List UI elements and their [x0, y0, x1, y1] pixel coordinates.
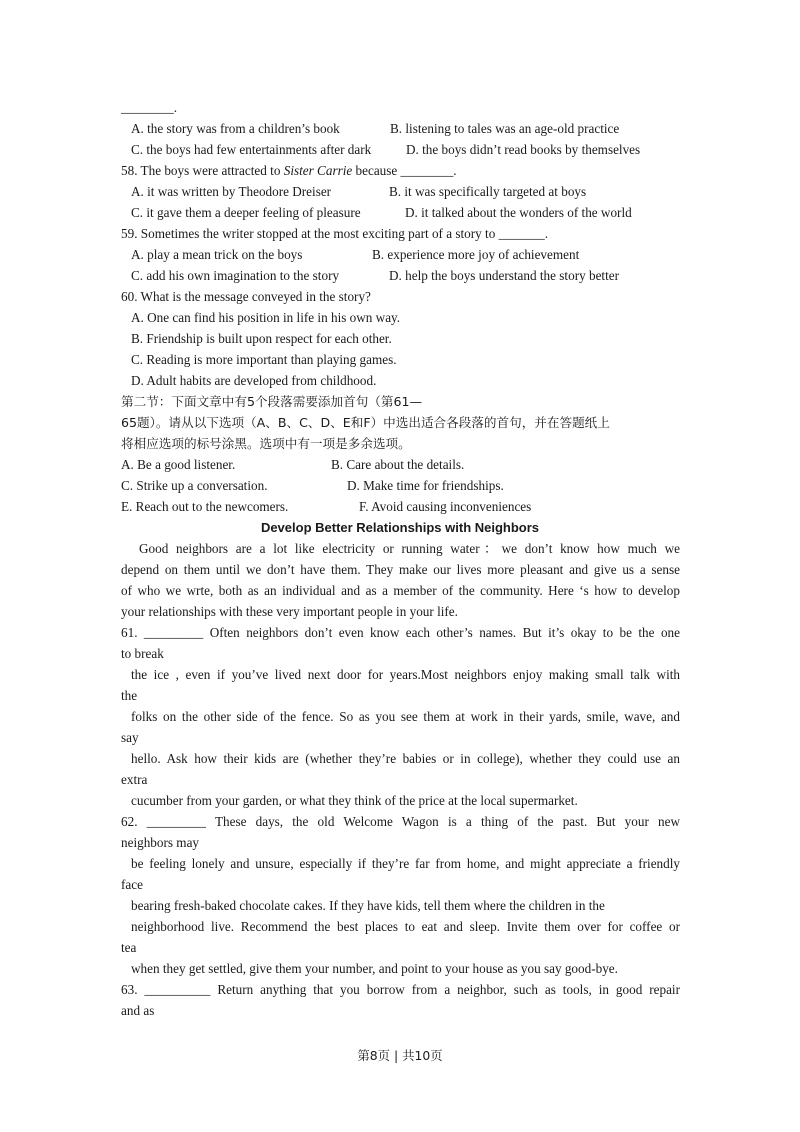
q57-option-d: D. the boys didn’t read books by themselves — [406, 142, 641, 157]
p61-line: 61. _________ Often neighbors don’t even know each other’s names. But it’s okay to be the one — [121, 625, 680, 640]
q58-option-a: A. it was written by Theodore Dreiser — [131, 184, 332, 199]
p61-line: the ice , even if you’ve lived next door for years.Most neighbors enjoy making small talk with — [131, 667, 680, 682]
p61-line: hello. Ask how their kids are (whether they’re babies or in college), whether they could use an — [131, 751, 680, 766]
q57-option-c: C. the boys had few entertainments after dark — [131, 142, 372, 157]
q57-option-a: A. the story was from a children’s book — [131, 121, 340, 136]
section2-line1: 第二节：下面文章中有5个段落需要添加首句（第61— — [121, 394, 423, 409]
p62-line: neighborhood live. Recommend the best places to eat and sleep. Invite them over for coffee or — [131, 919, 680, 934]
p62-line: when they get settled, give them your number, and point to your house as you say good-bye. — [131, 961, 618, 976]
option-e: E. Reach out to the newcomers. — [121, 499, 289, 514]
section2-line2: 65题）。请从以下选项（A、B、C、D、E和F）中选出适合各段落的首句，并在答题纸上 — [121, 415, 610, 430]
option-d: D. Make time for friendships. — [347, 478, 504, 493]
q60-option-d: D. Adult habits are developed from childhood. — [131, 373, 377, 388]
p61-line: the — [121, 688, 138, 703]
intro-line: Good neighbors are a lot like electricity or running water：we don’t know how much we — [139, 541, 680, 556]
page-footer: 第8页 | 共10页 — [357, 1048, 443, 1063]
section2-line3: 将相应选项的标号涂黑。选项中有一项是多余选项。 — [121, 436, 411, 451]
p63-line: 63. __________ Return anything that you borrow from a neighbor, such as tools, in good repair — [121, 982, 680, 997]
intro-line: depend on them until we don’t have them. They make our lives more pleasant and give us a sense — [121, 562, 680, 577]
option-a: A. Be a good listener. — [121, 457, 236, 472]
p61-line: to break — [121, 646, 164, 661]
q58-stem-book-title: Sister Carrie — [283, 163, 353, 178]
q58-option-d: D. it talked about the wonders of the world — [405, 205, 632, 220]
q59-option-a: A. play a mean trick on the boys — [131, 247, 303, 262]
q58-option-c: C. it gave them a deeper feeling of pleasure — [131, 205, 361, 220]
q59-option-d: D. help the boys understand the story better — [389, 268, 619, 283]
passage-title: Develop Better Relationships with Neighbors — [260, 520, 540, 535]
q59-option-c: C. add his own imagination to the story — [131, 268, 340, 283]
option-f: F. Avoid causing inconveniences — [359, 499, 532, 514]
q58-stem-suffix: because ________. — [352, 163, 457, 178]
option-c: C. Strike up a conversation. — [121, 478, 268, 493]
intro-line: of who we wrte, both as an individual and as a member of the community. Here ‘s how to develop — [121, 583, 680, 598]
q57-blank: ________. — [121, 100, 178, 115]
q59-option-b: B. experience more joy of achievement — [372, 247, 580, 262]
p62-line: 62. _________ These days, the old Welcome Wagon is a thing of the past. But your new — [121, 814, 680, 829]
option-b: B. Care about the details. — [331, 457, 465, 472]
p61-line: folks on the other side of the fence. So as you see them at work in their yards, smile, wave, and — [131, 709, 680, 724]
p62-line: tea — [121, 940, 137, 955]
q59-stem-text: 59. Sometimes the writer stopped at the most exciting part of a story to _______. — [121, 226, 549, 241]
p61-line: extra — [121, 772, 148, 787]
q60-option-b: B. Friendship is built upon respect for each other. — [131, 331, 392, 346]
p61-line: cucumber from your garden, or what they think of the price at the local supermarket. — [131, 793, 578, 808]
p61-line: say — [121, 730, 139, 745]
p62-line: be feeling lonely and unsure, especially if they’re far from home, and might appreciate a friendly — [131, 856, 680, 871]
q58-option-b: B. it was specifically targeted at boys — [389, 184, 587, 199]
p62-line: face — [121, 877, 143, 892]
q58-stem-prefix: 58. The boys were attracted to — [121, 163, 284, 178]
q60-option-a: A. One can find his position in life in his own way. — [131, 310, 401, 325]
p62-line: neighbors may — [121, 835, 200, 850]
p62-line: bearing fresh-baked chocolate cakes. If they have kids, tell them where the children in the — [131, 898, 605, 913]
q60-stem-text: 60. What is the message conveyed in the story? — [121, 289, 371, 304]
q57-option-b: B. listening to tales was an age-old practice — [390, 121, 620, 136]
q60-option-c: C. Reading is more important than playing games. — [131, 352, 397, 367]
p63-line: and as — [121, 1003, 155, 1018]
intro-line: your relationships with these very important people in your life. — [121, 604, 458, 619]
